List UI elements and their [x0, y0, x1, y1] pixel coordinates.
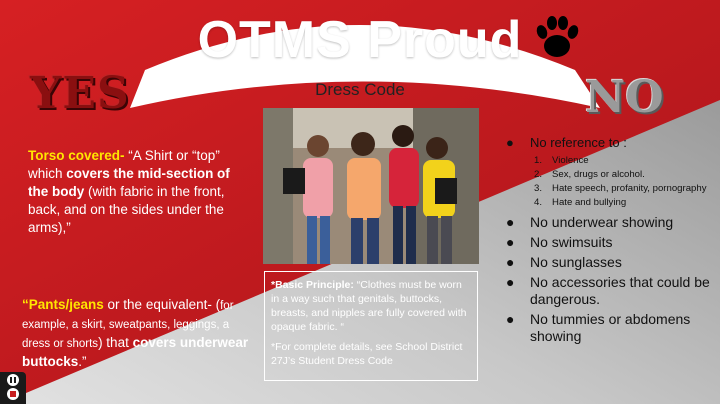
bullet-icon: ● — [506, 135, 514, 150]
list-number: 3. — [534, 183, 543, 194]
no-reference-label: No reference to : — [530, 135, 627, 150]
list-item — [506, 214, 716, 231]
pause-icon[interactable] — [0, 372, 26, 404]
torso-rule — [28, 147, 248, 237]
bullet-icon: ● — [506, 311, 515, 327]
list-text: Sex, drugs or alcohol. — [552, 169, 645, 180]
principle-label: *Basic Principle: — [271, 279, 354, 291]
paw-print-icon — [530, 10, 584, 64]
list-text: No underwear showing — [530, 214, 674, 230]
pants-end: .” — [78, 354, 87, 369]
list-item — [506, 234, 716, 251]
no-reference-sublist — [534, 154, 716, 210]
yes-heading: YES — [30, 68, 130, 119]
bullet-icon: ● — [506, 254, 515, 270]
torso-label: Torso covered- — [28, 148, 125, 163]
list-text: No tummies or abdomens showing — [530, 311, 691, 344]
list-number: 1. — [534, 155, 543, 166]
principle-text: “Clothes must be worn in a way such that genitals, buttocks, breasts, and nipples are fully covered with opaque fabric. “ — [271, 279, 467, 333]
pants-text-2: ) that — [98, 335, 133, 350]
principle-details: *For complete details, see School District 27J’s Student Dress Code — [271, 341, 463, 367]
list-item — [534, 154, 716, 168]
bullet-icon: ● — [506, 234, 515, 250]
torso-text-2: (with fabric in the front, back, and on the sides under the arms),” — [28, 184, 225, 235]
torso-text-1: “A Shirt or “top” which — [28, 148, 220, 181]
bullet-icon: ● — [506, 214, 515, 230]
slide-title: OTMS Proud — [197, 11, 523, 69]
list-item — [534, 196, 716, 210]
torso-bold: covers the mid-section of the body — [28, 166, 230, 199]
list-item — [506, 274, 716, 308]
no-reference-header — [506, 135, 716, 150]
list-item — [506, 311, 716, 345]
list-text: No swimsuits — [530, 234, 613, 250]
no-list — [506, 135, 716, 345]
pants-text-1: or the equivalent- ( — [103, 297, 221, 312]
no-rules-list — [506, 214, 716, 345]
list-item — [534, 182, 716, 196]
list-number: 2. — [534, 169, 543, 180]
pants-label: “Pants/jeans — [22, 297, 104, 312]
pants-bold-2: buttocks — [22, 354, 79, 369]
list-text: Hate and bullying — [552, 197, 627, 208]
list-number: 4. — [534, 197, 543, 208]
pants-examples: for example, a skirt, sweatpants, leggings, a dress or shorts — [22, 300, 234, 350]
basic-principle-box — [264, 271, 478, 381]
students-photo — [263, 108, 479, 264]
list-text: Violence — [552, 155, 589, 166]
pants-bold-1: covers underwear — [132, 335, 249, 350]
list-item — [506, 254, 716, 271]
list-text: Hate speech, profanity, pornography — [552, 183, 707, 194]
pants-rule — [22, 296, 252, 371]
playback-control-icon[interactable] — [0, 372, 26, 404]
list-text: No accessories that could be dangerous. — [530, 274, 710, 307]
slide-subtitle: Dress Code — [315, 80, 405, 99]
list-text: No sunglasses — [530, 254, 622, 270]
bullet-icon: ● — [506, 274, 515, 290]
no-heading: NO — [585, 72, 664, 123]
list-item — [534, 168, 716, 182]
